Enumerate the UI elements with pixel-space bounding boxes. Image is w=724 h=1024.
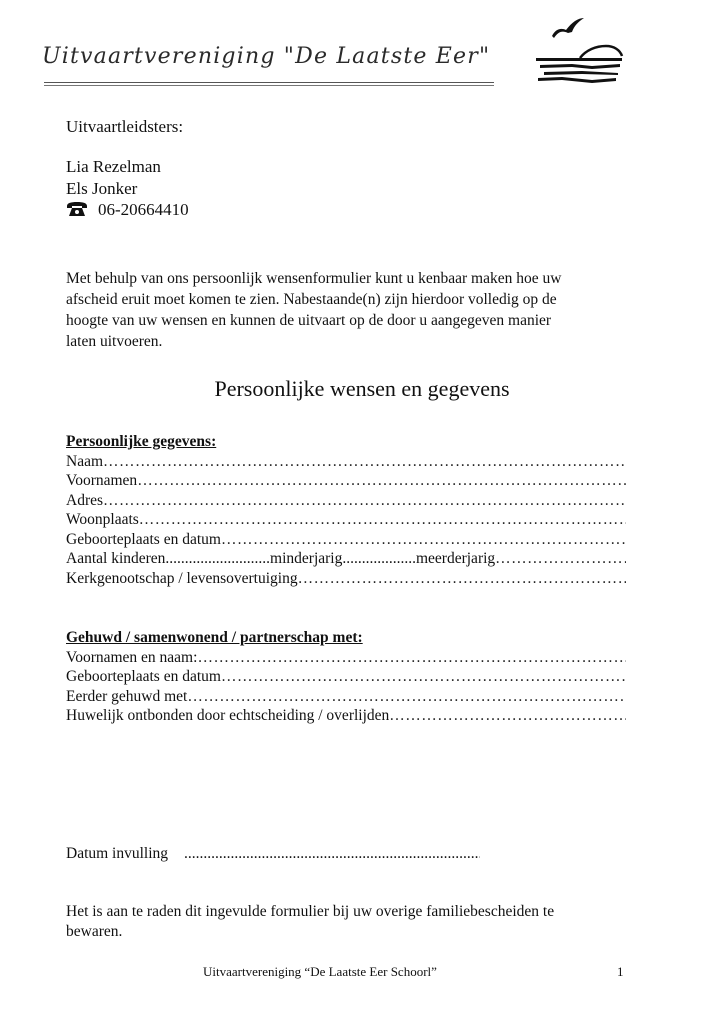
contacts-heading: Uitvaartleidsters: [66, 117, 184, 136]
fill-in-dots[interactable] [389, 706, 626, 726]
adult-label: meerderjarig [415, 550, 496, 567]
fill-in-dots[interactable] [103, 491, 626, 511]
field-huwelijk-ontbonden[interactable] [66, 706, 626, 726]
fill-in-dots[interactable] [187, 687, 626, 707]
fill-in-dots[interactable] [221, 667, 626, 687]
intro-paragraph [66, 268, 636, 352]
page-number: 1 [617, 964, 624, 979]
header-divider [44, 82, 494, 86]
field-partner-naam[interactable] [66, 648, 626, 668]
telephone-icon [66, 201, 88, 217]
adult-count-dots[interactable] [495, 549, 626, 569]
field-label: Eerder gehuwd met [66, 687, 188, 705]
field-eerder-gehuwd[interactable] [66, 687, 626, 707]
minor-count-dots[interactable]: ................... [342, 550, 416, 567]
phone-row [66, 199, 189, 221]
partner-section [66, 628, 626, 726]
field-label: Voornamen [66, 472, 138, 489]
intro-line: afscheid eruit moet komen te zien. Nabestaande(n) zijn hierdoor volledig op de [66, 291, 557, 308]
advice-paragraph [66, 902, 646, 942]
field-label: Geboorteplaats en datum [66, 668, 221, 685]
minor-label: minderjarig [270, 550, 343, 567]
date-filled-row [66, 844, 480, 864]
field-aantal-kinderen[interactable] [66, 549, 626, 569]
fill-in-dots[interactable] [137, 471, 626, 491]
children-count-dots[interactable]: ........................... [165, 550, 271, 567]
field-adres[interactable] [66, 491, 626, 511]
personal-data-heading: Persoonlijke gegevens: [66, 433, 217, 450]
field-woonplaats[interactable] [66, 510, 626, 530]
intro-line: Met behulp van ons persoonlijk wensenformulier kunt u kenbaar maken hoe uw [66, 270, 562, 287]
date-filled-label: Datum invulling [66, 845, 169, 862]
fill-in-dots[interactable] [139, 510, 626, 530]
fill-in-dots[interactable] [221, 530, 626, 550]
intro-line: hoogte van uw wensen en kunnen de uitvaart op de door u aangegeven manier [66, 312, 552, 329]
field-label: Adres [66, 491, 104, 509]
field-naam[interactable] [66, 452, 626, 472]
fill-in-dots[interactable] [298, 569, 626, 589]
form-title: Persoonlijke wensen en gegevens [214, 376, 510, 401]
intro-line: laten uitvoeren. [66, 333, 163, 350]
contact-name: Lia Rezelman [66, 157, 161, 176]
seagull-sunset-logo-icon [532, 14, 624, 88]
field-kerkgenootschap[interactable] [66, 569, 626, 589]
fill-in-dots[interactable] [197, 648, 626, 668]
organization-title: Uitvaartvereniging "De Laatste Eer" [42, 44, 491, 69]
field-partner-geboorte[interactable] [66, 667, 626, 687]
field-voornamen[interactable] [66, 471, 626, 491]
field-geboorteplaats-datum[interactable] [66, 530, 626, 550]
advice-line: Het is aan te raden dit ingevulde formulier bij uw overige familiebescheiden te [66, 903, 555, 920]
footer-text: Uitvaartvereniging “De Laatste Eer Schoorl” [203, 964, 437, 979]
fill-in-dots[interactable] [103, 452, 626, 472]
personal-data-section [66, 432, 626, 588]
field-label: Woonplaats [66, 511, 139, 528]
children-label: Aantal kinderen [66, 550, 166, 567]
field-label: Geboorteplaats en datum [66, 530, 221, 548]
field-label: Kerkgenootschap / levensovertuiging [66, 569, 298, 587]
phone-number: 06-20664410 [98, 200, 189, 219]
contact-name: Els Jonker [66, 179, 138, 198]
field-label: Voornamen en naam: [66, 648, 198, 666]
field-label: Huwelijk ontbonden door echtscheiding / overlijden [66, 707, 390, 724]
advice-line: bewaren. [66, 923, 123, 940]
field-label: Naam [66, 452, 104, 470]
date-filled-dots[interactable] [184, 844, 480, 864]
partner-heading: Gehuwd / samenwonend / partnerschap met: [66, 629, 363, 646]
